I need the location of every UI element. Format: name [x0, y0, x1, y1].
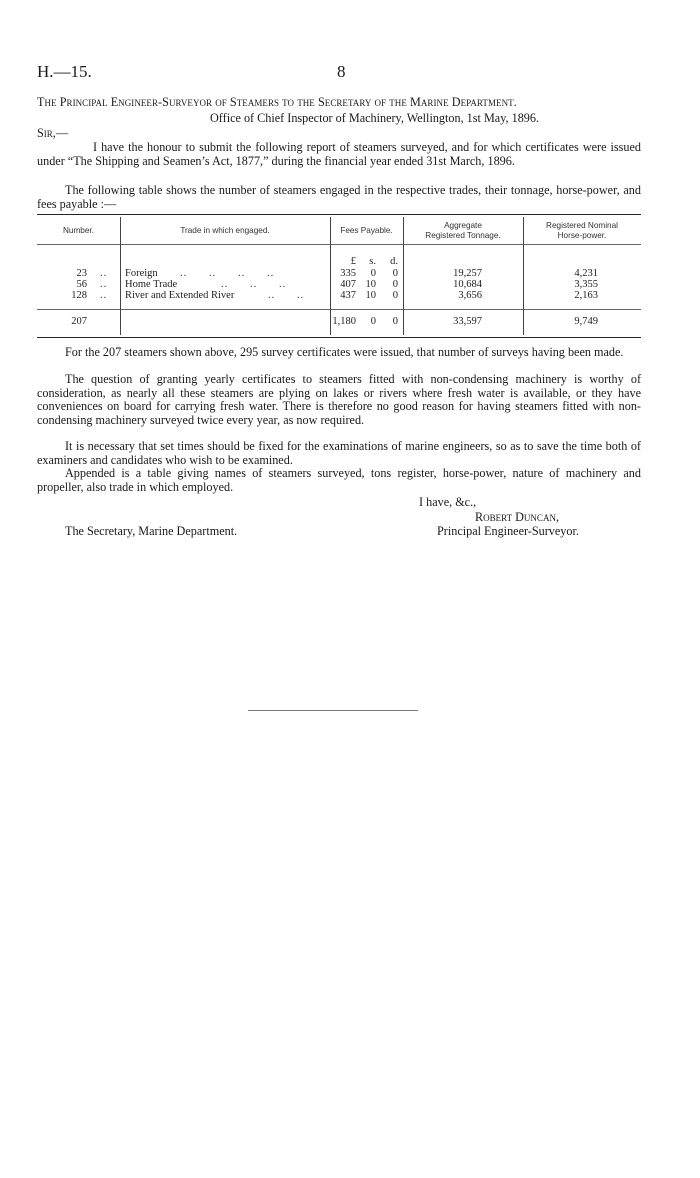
row-fees-shillings: 10 — [365, 279, 376, 290]
row-fees-shillings: 10 — [365, 290, 376, 301]
row-tonnage: 19,257 — [453, 268, 482, 279]
leader-dots: .. — [100, 279, 108, 290]
salutation: Sir,— — [37, 126, 69, 140]
signatory-title: Principal Engineer-Surveyor. — [437, 524, 579, 538]
row-trade: Foreign — [125, 268, 158, 279]
leader-dots: .. .. — [268, 290, 305, 301]
total-number: 207 — [71, 316, 87, 327]
total-fees-shillings: 0 — [370, 316, 376, 327]
paragraph-certificates: For the 207 steamers shown above, 295 survey certificates were issued, that number of surveys having been made. — [65, 345, 624, 359]
letter-heading: The Principal Engineer-Surveyor of Steamers to the Secretary of the Marine Department. — [37, 95, 517, 109]
header-number: Number. — [63, 226, 94, 235]
paragraph-appended-table: Appended is a table giving names of steamers surveyed, tons register, horse-power, nature of machinery and propeller, also trade in which employed. — [37, 466, 641, 494]
paragraph-examinations: It is necessary that set times should be fixed for the examinations of marine engineers, so as to save the time both of examiners and candidates who wish to be examined. — [37, 439, 641, 467]
row-number: 23 — [76, 268, 87, 279]
row-horsepower: 4,231 — [574, 268, 598, 279]
total-fees-pounds: 1,180 — [332, 316, 356, 327]
unit-pounds: £ — [350, 256, 356, 267]
recipient: The Secretary, Marine Department. — [65, 524, 238, 538]
row-trade: Home Trade — [125, 279, 178, 290]
header-hp-line2: Horse-power. — [557, 231, 607, 240]
row-horsepower: 3,355 — [574, 279, 598, 290]
unit-shillings: s. — [369, 256, 376, 267]
leader-dots: .. .. .. — [221, 279, 287, 290]
signatory-name: Robert Duncan, — [475, 510, 559, 524]
row-fees-pence: 0 — [392, 268, 398, 279]
leader-dots: .. — [100, 290, 108, 301]
paragraph-yearly-certificates: The question of granting yearly certificates to steamers fitted with non-condensing machinery is worthy of consideration, as nearly all these steamers are plying on lakes or rivers where fresh water is available, or they have conveniences on board for carrying fresh water. There is therefore no good reason for having steamers fitted with non-condensing machinery surveyed twice every year, as now required. — [37, 372, 641, 427]
row-fees-pounds: 335 — [340, 268, 356, 279]
table-header-rule — [37, 244, 641, 245]
table-bottom-rule — [37, 337, 641, 338]
leader-dots: .. — [100, 268, 108, 279]
document-code: H.—15. — [37, 62, 92, 81]
table-totals-rule — [37, 309, 641, 310]
office-line: Office of Chief Inspector of Machinery, Wellington, 1st May, 1896. — [210, 111, 540, 125]
row-tonnage: 10,684 — [453, 279, 482, 290]
row-horsepower: 2,163 — [574, 290, 598, 301]
end-rule — [248, 710, 418, 711]
row-tonnage: 3,656 — [458, 290, 482, 301]
page-number: 8 — [337, 62, 346, 81]
closing: I have, &c., — [419, 495, 477, 509]
unit-pence: d. — [390, 256, 398, 267]
header-trade: Trade in which engaged. — [180, 226, 270, 235]
row-fees-pence: 0 — [392, 290, 398, 301]
paragraph-intro: I have the honour to submit the following report of steamers surveyed, and for which certificates were issued under “The Shipping and Seamen’s Act, 1877,” during the financial year ended 31st March, 1896. — [37, 140, 641, 168]
paragraph-table-intro: The following table shows the number of steamers engaged in the respective trades, their tonnage, horse-power, and fees payable :— — [37, 183, 641, 211]
row-fees-pence: 0 — [392, 279, 398, 290]
total-tonnage: 33,597 — [453, 316, 482, 327]
row-trade: River and Extended River — [125, 290, 235, 301]
row-fees-pounds: 407 — [340, 279, 356, 290]
total-horsepower: 9,749 — [574, 316, 598, 327]
header-tonnage-line2: Registered Tonnage. — [425, 231, 501, 240]
row-number: 56 — [76, 279, 87, 290]
header-tonnage-line1: Aggregate — [444, 221, 482, 230]
leader-dots: .. .. .. .. — [180, 268, 275, 279]
header-hp-line1: Registered Nominal — [546, 221, 618, 230]
row-number: 128 — [71, 290, 87, 301]
table-top-rule — [37, 214, 641, 215]
header-fees: Fees Payable. — [340, 226, 393, 235]
row-fees-pounds: 437 — [340, 290, 356, 301]
total-fees-pence: 0 — [392, 316, 398, 327]
row-fees-shillings: 0 — [370, 268, 376, 279]
